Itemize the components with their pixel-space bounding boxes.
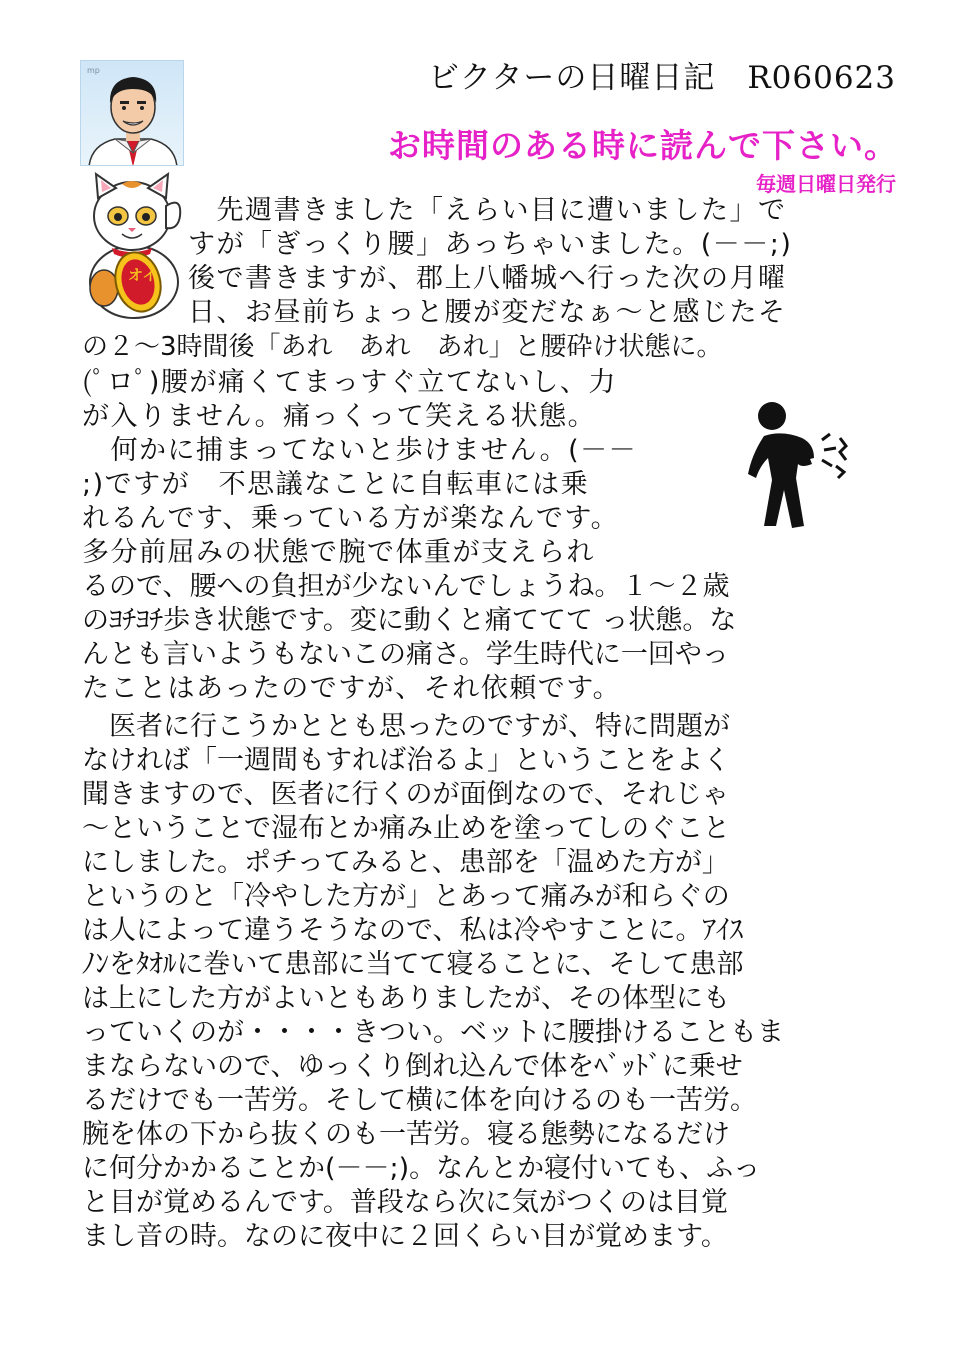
- coin-text: オイ: [128, 266, 158, 284]
- body-line: 腕を体の下から抜くのも一苦労。寝る態勢になるだけ: [82, 1119, 730, 1150]
- body-line: のﾖﾁﾖﾁ歩き状態です。変に動くと痛ててて っ状態。な: [82, 605, 737, 636]
- body-line: と目が覚めるんです。普段なら次に気がつくのは目覚: [82, 1187, 728, 1218]
- body-line: 日、お昼前ちょっと腰が変だなぁ～と感じたそ: [188, 297, 787, 328]
- body-line: 後で書きますが、郡上八幡城へ行った次の月曜: [188, 263, 787, 294]
- body-line: るので、腰への負担が少ないんでしょうね。１～２歳: [82, 571, 730, 602]
- body-line: まし音の時。なのに夜中に２回くらい目が覚めます。: [82, 1221, 728, 1252]
- body-line: っていくのが・・・・きつい。ベットに腰掛けることもま: [82, 1017, 784, 1048]
- body-line: るだけでも一苦労。そして横に体を向けるのも一苦労。: [82, 1085, 757, 1116]
- body-line: ;)ですが 不思議なことに自転車には乗: [82, 469, 590, 500]
- body-line: 多分前屈みの状態で腕で体重が支えられ: [82, 537, 595, 568]
- svg-text:mp: mp: [87, 66, 100, 75]
- body-line: というのと「冷やした方が」とあって痛みが和らぐの: [82, 881, 730, 912]
- lucky-cat-illustration: [82, 170, 187, 320]
- body-line: れるんです、乗っている方が楽なんです。: [82, 503, 620, 534]
- back-pain-icon: [742, 394, 862, 534]
- body-line: は人によって違うそうなので、私は冷やすことに。ｱｲｽ: [82, 915, 743, 946]
- body-line: まならないので、ゆっくり倒れ込んで体をﾍﾞｯﾄﾞに乗せ: [82, 1051, 743, 1082]
- body-line: ﾉﾝをﾀｵﾙに巻いて患部に当てて寝ることに、そして患部: [82, 949, 744, 980]
- body-line: 聞きますので、医者に行くのが面倒なので、それじゃ: [82, 779, 729, 810]
- body-line: 何かに捕まってないと歩けません。(－－: [82, 435, 638, 466]
- body-line: なければ「一週間もすれば治るよ」ということをよく: [82, 745, 730, 776]
- body-line: 先週書きました「えらい目に遭いました」で: [188, 195, 787, 226]
- body-line: すが「ぎっくり腰」あっちゃいました。(－－;): [188, 229, 793, 260]
- body-line: たことはあったのですが、それ依頼です。: [82, 673, 622, 704]
- author-avatar: [80, 60, 184, 166]
- newsletter-title: ビクターの日曜日記 R060623: [427, 60, 896, 96]
- body-line: に何分かかることか(－－;)。なんとか寝付いても、ふっ: [82, 1153, 761, 1184]
- body-line: (ﾟロﾟ)腰が痛くてまっすぐ立てないし、力: [82, 367, 617, 398]
- body-line: ～ということで湿布とか痛み止めを塗ってしのぐこと: [82, 813, 730, 844]
- body-line: んとも言いようもないこの痛さ。学生時代に一回やっ: [82, 639, 729, 670]
- body-line: の２～3時間後「あれ あれ あれ」と腰砕け状態に。: [82, 332, 723, 362]
- publication-frequency: 毎週日曜日発行: [756, 172, 896, 196]
- body-line: は上にした方がよいともありましたが、その体型にも: [82, 983, 730, 1014]
- body-line: が入りません。痛っくって笑える状態。: [82, 401, 597, 432]
- body-line: にしました。ポチってみると、患部を「温めた方が」: [82, 847, 729, 878]
- tagline: お時間のある時に読んで下さい。: [388, 126, 898, 165]
- body-line: 医者に行こうかととも思ったのですが、特に問題が: [82, 711, 730, 742]
